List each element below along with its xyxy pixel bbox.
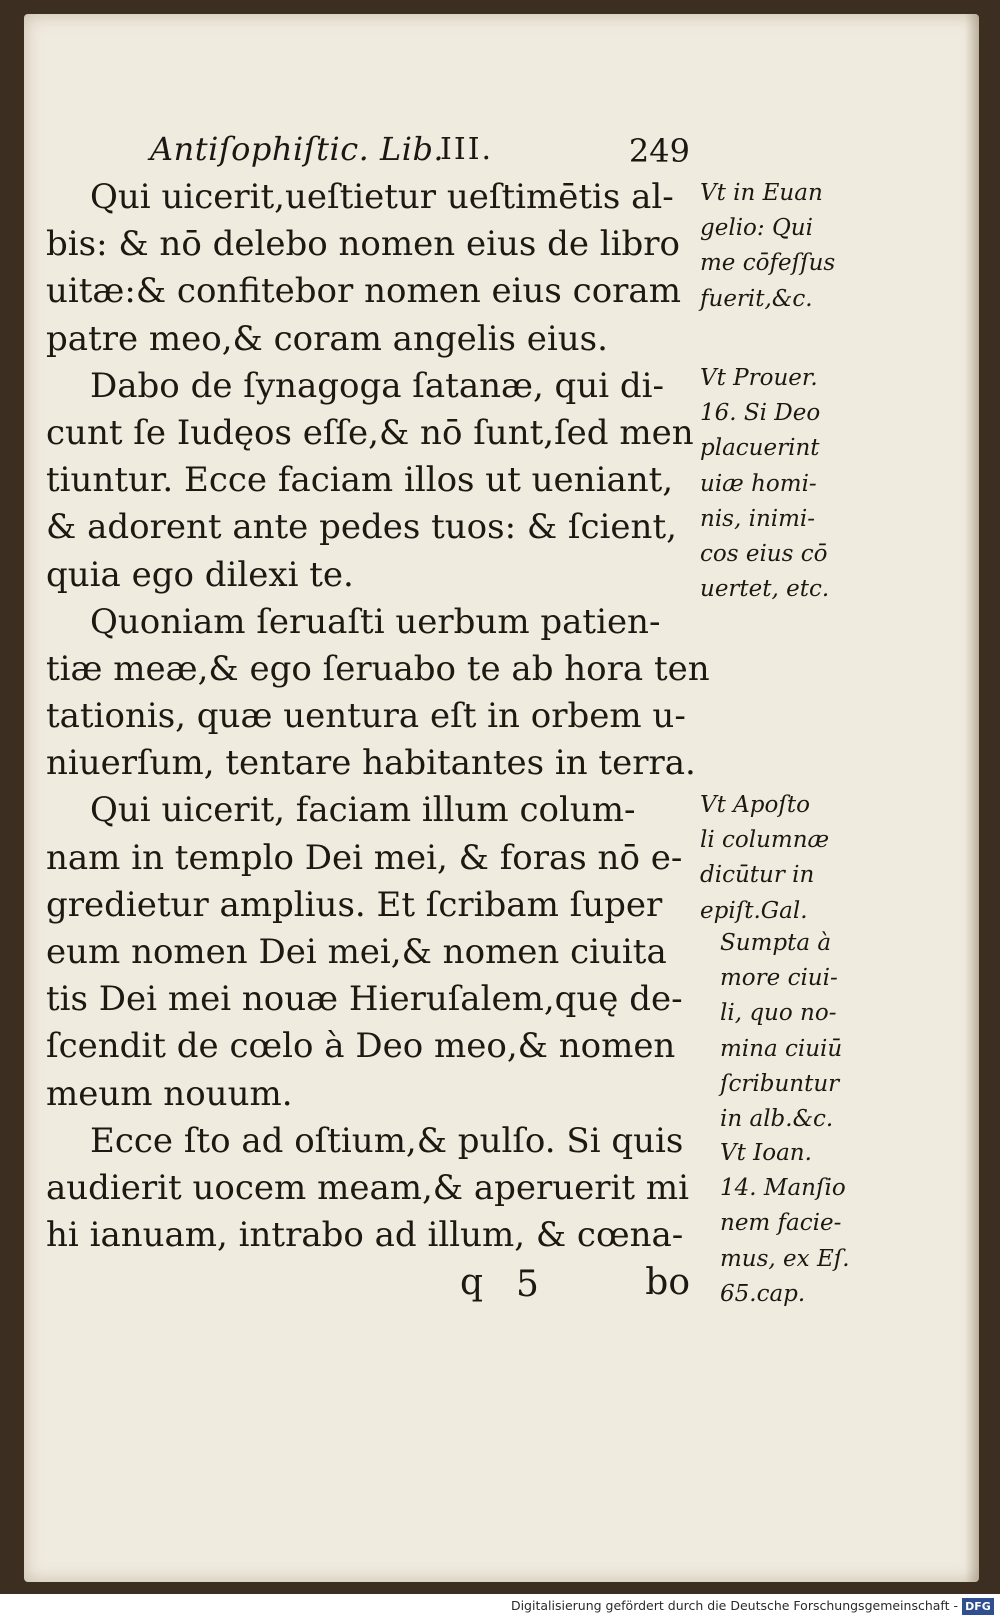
text-line: tiæ meæ,& ego ſeruabo te ab hora ten xyxy=(46,648,710,689)
page-number: 249 xyxy=(628,132,690,170)
margin-note-line: Vt Prouer. xyxy=(700,365,818,391)
margin-note-line: li columnæ xyxy=(700,827,830,854)
text-line: patre meo,& coram angelis eius. xyxy=(46,318,608,359)
text-line: & adorent ante pedes tuos: & ſcient, xyxy=(46,507,677,548)
text-line: ſcendit de cœlo à Deo meo,& nomen xyxy=(46,1026,676,1067)
margin-note-line: li, quo no- xyxy=(720,1000,837,1027)
margin-note xyxy=(700,176,835,317)
margin-note-line: Vt in Euan xyxy=(700,180,823,206)
margin-note-line: nem facie- xyxy=(720,1210,842,1237)
catchword: bo xyxy=(645,1262,690,1303)
margin-note xyxy=(720,926,842,1137)
text-line: uitæ:& confitebor nomen eius coram xyxy=(46,271,681,312)
text-line: quia ego dilexi te. xyxy=(46,554,354,595)
main-text-block xyxy=(46,174,710,1259)
page-edge-shadow xyxy=(965,14,979,1582)
text-line: tiuntur. Ecce faciam illos ut ueniant, xyxy=(46,460,674,501)
margin-note-line: ſcribuntur xyxy=(720,1070,840,1097)
margin-note-line: 16. Si Deo xyxy=(700,400,821,427)
margin-note-line: Sumpta à xyxy=(720,930,832,956)
margin-note-line: mina ciuiū xyxy=(720,1035,843,1062)
running-head xyxy=(150,130,690,178)
margin-note xyxy=(700,788,829,929)
margin-note xyxy=(720,1136,850,1312)
running-head-title: Antiſophiſtic. Lib. xyxy=(150,130,445,168)
text-line: meum nouum. xyxy=(46,1073,293,1114)
running-head-book-number: III. xyxy=(440,132,494,167)
margin-note-line: uiæ homi- xyxy=(700,470,817,497)
text-line: Ecce ſto ad oſtium,& pulſo. Si quis xyxy=(90,1120,684,1161)
margin-note xyxy=(700,361,829,607)
margin-note-line: fuerit,&c. xyxy=(700,285,813,312)
margin-note-line: me cōfeſſus xyxy=(700,250,836,277)
margin-note-line: Vt Apoſto xyxy=(700,792,810,818)
signature-number: 5 xyxy=(516,1264,539,1305)
signature-mark: q xyxy=(460,1262,484,1303)
margin-note-line: epiſt.Gal. xyxy=(700,897,808,924)
margin-note-line: more ciui- xyxy=(720,965,838,992)
text-line: Dabo de ſynagoga ſatanæ, qui di- xyxy=(90,365,665,406)
margin-note-line: in alb.&c. xyxy=(720,1105,834,1132)
text-line: tationis, quæ uentura eſt in orbem u- xyxy=(46,696,686,737)
margin-note-line: placuerint xyxy=(700,435,820,462)
margin-note-line: mus, ex Eſ. xyxy=(720,1245,850,1272)
text-line: gredietur amplius. Et ſcribam ſuper xyxy=(46,884,663,925)
margin-note-line: 65.cap. xyxy=(720,1280,806,1307)
text-line: eum nomen Dei mei,& nomen ciuita xyxy=(46,932,667,972)
text-line: hi ianuam, intrabo ad illum, & cœna- xyxy=(46,1215,684,1256)
margin-note-line: cos eius cō xyxy=(700,540,828,567)
margin-note-line: uertet, etc. xyxy=(700,576,830,603)
digitization-footer xyxy=(0,1594,1000,1620)
signature-line xyxy=(460,1262,690,1312)
margin-note-line: nis, inimi- xyxy=(700,505,816,532)
margin-note-line: Vt Ioan. xyxy=(720,1140,812,1166)
text-line: nam in templo Dei mei, & foras nō e- xyxy=(46,837,683,878)
funding-notice: Digitalisierung gefördert durch die Deutsche Forschungsgemeinschaft - xyxy=(510,1598,958,1613)
margin-note-line: dicūtur in xyxy=(700,862,815,889)
text-line: Qui uicerit, faciam illum colum- xyxy=(90,790,636,831)
text-line: cunt ſe Iudęos eſſe,& nō ſunt,ſed men xyxy=(46,412,694,453)
text-line: audierit uocem meam,& aperuerit mi xyxy=(46,1167,689,1208)
text-line: Quoniam ſeruaſti uerbum patien- xyxy=(90,601,661,642)
text-line: tis Dei mei nouæ Hieruſalem,quę de- xyxy=(46,979,683,1020)
text-line: bis: & nō delebo nomen eius de libro xyxy=(46,224,681,265)
margin-note-line: gelio: Qui xyxy=(700,215,813,242)
text-line: Qui uicerit,ueſtietur ueſtimētis al- xyxy=(90,177,674,217)
dfg-logo: DFG xyxy=(962,1598,994,1615)
text-line: niuerſum, tentare habitantes in terra. xyxy=(46,743,696,784)
margin-note-line: 14. Manſio xyxy=(720,1175,846,1202)
